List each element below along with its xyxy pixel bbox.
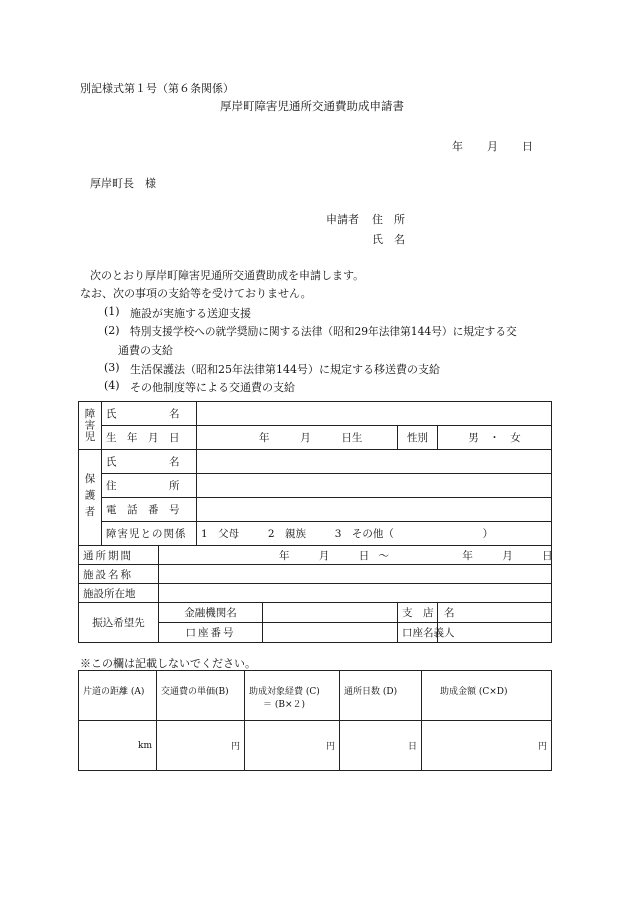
account-holder-label: 口座名義人 (398, 623, 438, 643)
office-distance-cell: km (79, 721, 157, 771)
item-4-text: その他制度等による交通費の支給 (130, 381, 295, 394)
item-1-num: (1) (104, 305, 120, 318)
application-form-table (78, 401, 552, 643)
office-header-days: 通所日数 (D) (340, 671, 422, 721)
child-birth-input[interactable] (197, 426, 398, 450)
office-header-distance: 片道の距離 (A) (79, 671, 157, 721)
period-d2: 日 (542, 549, 553, 562)
birth-year-label: 年 (259, 432, 270, 444)
item-2-cont: 通費の支給 (118, 344, 173, 357)
child-birth-label: 生 年 月 日 (102, 426, 197, 450)
body-line-2: なお、次の事項の支給等を受けておりません。 (80, 287, 312, 300)
child-name-row (79, 402, 552, 426)
office-unit-price-cell: 円 (157, 721, 245, 771)
account-no-label: 口座番号 (159, 623, 263, 643)
relation-row (79, 522, 552, 546)
office-header-eligible (245, 671, 340, 721)
item-2-text: 特別支援学校への就学奨励に関する法律（昭和29年法律第144号）に規定する交 (130, 325, 517, 338)
relation-opt-2[interactable]: 2 親族 (267, 528, 307, 540)
gender-label: 性別 (398, 426, 438, 450)
office-days-cell: 日 (340, 721, 422, 771)
account-no-input[interactable] (263, 623, 398, 643)
transfer-label: 振込希望先 (79, 603, 159, 643)
guardian-name-input[interactable] (197, 450, 552, 474)
item-2-num: (2) (104, 324, 120, 337)
applicant-name-label: 氏 名 (372, 233, 405, 246)
child-birth-row (79, 426, 552, 450)
period-y2: 年 (462, 549, 473, 562)
guardian-address-row (79, 474, 552, 498)
office-header-amount: 助成金額 (C×D) (422, 671, 552, 721)
facility-location-input[interactable] (159, 584, 552, 603)
period-tilde: ～ (378, 549, 390, 562)
bank-label: 金融機関名 (159, 603, 263, 623)
period-m1: 月 (318, 549, 330, 562)
date-month: 月 (487, 140, 498, 153)
relation-close: ） (482, 528, 494, 540)
child-group-label: 障害児 (83, 408, 96, 443)
office-amount-cell: 円 (422, 721, 552, 771)
period-y1: 年 (279, 549, 290, 562)
office-value-row (79, 721, 552, 771)
period-label: 通所期間 (79, 546, 159, 565)
office-use-table (78, 670, 552, 771)
period-row (79, 546, 552, 565)
date-day: 日 (522, 140, 533, 153)
bank-input[interactable] (263, 603, 398, 623)
child-group-cell (79, 402, 102, 450)
period-m2: 月 (502, 549, 513, 562)
guardian-name-row (79, 450, 552, 474)
guardian-phone-label: 電 話 番 号 (102, 498, 197, 522)
birth-month-label: 月 (300, 432, 311, 444)
relation-label: 障害児との関係 (102, 522, 197, 546)
guardian-phone-input[interactable] (197, 498, 552, 522)
office-note: ※この欄は記載しないでください。 (80, 657, 256, 670)
period-d1: 日 (358, 549, 370, 562)
office-header-unit-price: 交通費の単価(B) (157, 671, 245, 721)
facility-location-row (79, 584, 552, 603)
gender-options[interactable]: 男 ・ 女 (438, 426, 552, 450)
office-header-eligible-1: 助成対象経費 (C) (249, 687, 320, 697)
birth-day-label: 日生 (341, 432, 363, 444)
guardian-phone-row (79, 498, 552, 522)
child-name-label: 氏 名 (102, 402, 197, 426)
guardian-address-label: 住 所 (102, 474, 197, 498)
facility-name-label: 施設名称 (79, 565, 159, 584)
relation-options[interactable] (197, 522, 552, 546)
relation-opt-3[interactable]: 3 その他（ (334, 528, 394, 540)
guardian-group-cell (79, 450, 102, 546)
child-name-input[interactable] (197, 402, 552, 426)
guardian-name-label: 氏 名 (102, 450, 197, 474)
addressee: 厚岸町長 様 (90, 177, 156, 190)
guardian-address-input[interactable] (197, 474, 552, 498)
office-header-eligible-2: ＝ (B×２) (263, 700, 306, 710)
date-year: 年 (452, 140, 463, 153)
facility-name-row (79, 565, 552, 584)
guardian-group-label: 保護者 (83, 472, 96, 523)
office-eligible-cell: 円 (245, 721, 340, 771)
applicant-address-label: 住 所 (372, 213, 405, 226)
bank-row (79, 603, 552, 623)
relation-opt-1[interactable]: 1 父母 (201, 528, 240, 540)
facility-location-label: 施設所在地 (79, 584, 159, 603)
item-3-text: 生活保護法（昭和25年法律第144号）に規定する移送費の支給 (130, 363, 440, 376)
facility-name-input[interactable] (159, 565, 552, 584)
period-input[interactable] (159, 546, 552, 565)
body-line-1: 次のとおり厚岸町障害児通所交通費助成を申請します。 (90, 269, 365, 282)
item-3-num: (3) (104, 361, 120, 374)
office-header-row (79, 671, 552, 721)
applicant-label: 申請者 (326, 213, 359, 226)
item-1-text: 施設が実施する送迎支援 (130, 307, 251, 320)
item-4-num: (4) (104, 379, 120, 392)
branch-label: 支 店 名 (398, 603, 438, 623)
page-title: 厚岸町障害児通所交通費助成申請書 (220, 99, 404, 113)
form-id: 別記様式第１号（第６条関係） (80, 82, 234, 95)
